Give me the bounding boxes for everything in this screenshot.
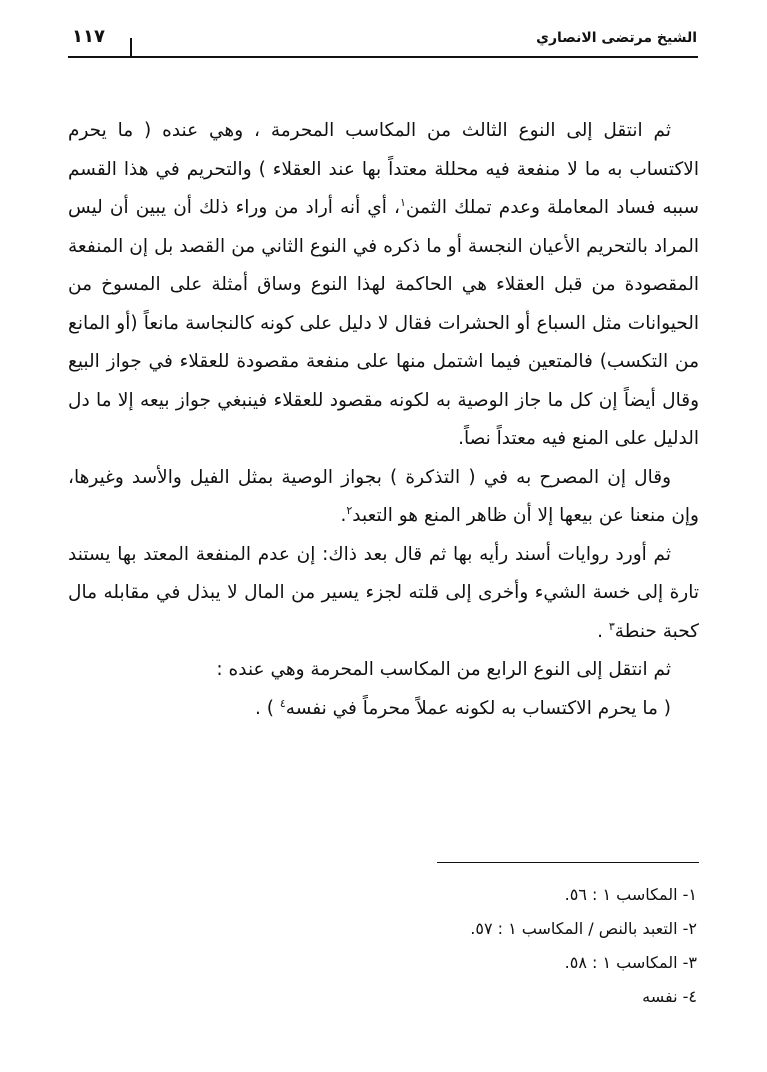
footnote-marker: ٣ [608, 619, 615, 633]
footnotes [297, 878, 697, 1014]
header-rule [68, 56, 698, 58]
footnote-marker: ٢ [346, 503, 353, 517]
paragraph-text: ، أي أنه أراد من وراء ذلك أن يبين أن ليس المراد بالتحريم الأعيان النجسة أو ما ذكره في النوع الثاني من القصد بل إن المنفعة المقصودة من قبل العقلاء هي الحاكمة لهذا النوع وساق أمثلة على المسوخ من الحيوانات مثل السباع أو الحشرات فقال لا دليل على كونه كالنجاسة مانعاً (أو المانع من التكسب) فالمتعين فيما اشتمل منها على منفعة مقصودة للعقلاء في جواز البيع وقال أيضاً إن كل ما جاز الوصية به لكونه مقصود للعقلاء فينبغي جواز بيعه إلا ما دل الدليل على المنع فيه معتداً نصاً. [68, 197, 699, 449]
paragraph-text: . [340, 505, 347, 526]
footnote-marker: ٤ [279, 696, 286, 710]
body-text [68, 112, 699, 728]
paragraph-text: ثم انتقل إلى النوع الرابع من المكاسب المحرمة وهي عنده : [216, 659, 671, 680]
paragraph-text: ) . [255, 697, 280, 719]
paragraph-1 [68, 112, 699, 459]
footnote-3: ٣- المكاسب ١ : ٥٨. [564, 953, 697, 972]
paragraph-5 [68, 690, 699, 729]
paragraph-4 [68, 651, 699, 690]
page-number: ١١٧ [72, 26, 105, 47]
paragraph-2 [68, 459, 699, 536]
footnote-4: ٤- نفسه [642, 987, 697, 1006]
footnote-marker: ١ [400, 195, 406, 209]
footnote-2: ٢- التعبد بالنص / المكاسب ١ : ٥٧. [470, 919, 697, 938]
footnote-1: ١- المكاسب ١ : ٥٦. [564, 885, 697, 904]
header-rule-tick [130, 38, 132, 57]
paragraph-text: ثم أورد روايات أسند رأيه بها ثم قال بعد ذاك: إن عدم المنفعة المعتد بها يستند تارة إلى خسة الشيء وأخرى إلى قلته لجزء يسير من المال لا يبذل في مقابله مال كحبة حنطة [68, 543, 699, 642]
paragraph-text: ثم انتقل إلى النوع الثالث من المكاسب المحرمة ، وهي عنده ( ما يحرم الاكتساب به ما لا منفعة فيه محللة معتداً بها عند العقلاء ) والتحريم في هذا القسم سببه فساد المعاملة وعدم تملك الثمن [68, 120, 700, 218]
paragraph-3 [68, 536, 699, 652]
paragraph-text: ( ما يحرم الاكتساب به لكونه عملاً محرماً في نفسه [285, 697, 671, 719]
running-header-author: الشيخ مرتضى الانصاري [536, 30, 697, 46]
paragraph-text: وقال إن المصرح به في ( التذكرة ) بجواز الوصية بمثل الفيل والأسد وغيرها، وإن منعنا عن بيعها إلا أن ظاهر المنع هو التعبد [68, 466, 699, 526]
footnote-separator [437, 862, 699, 863]
paragraph-text: . [597, 620, 609, 642]
